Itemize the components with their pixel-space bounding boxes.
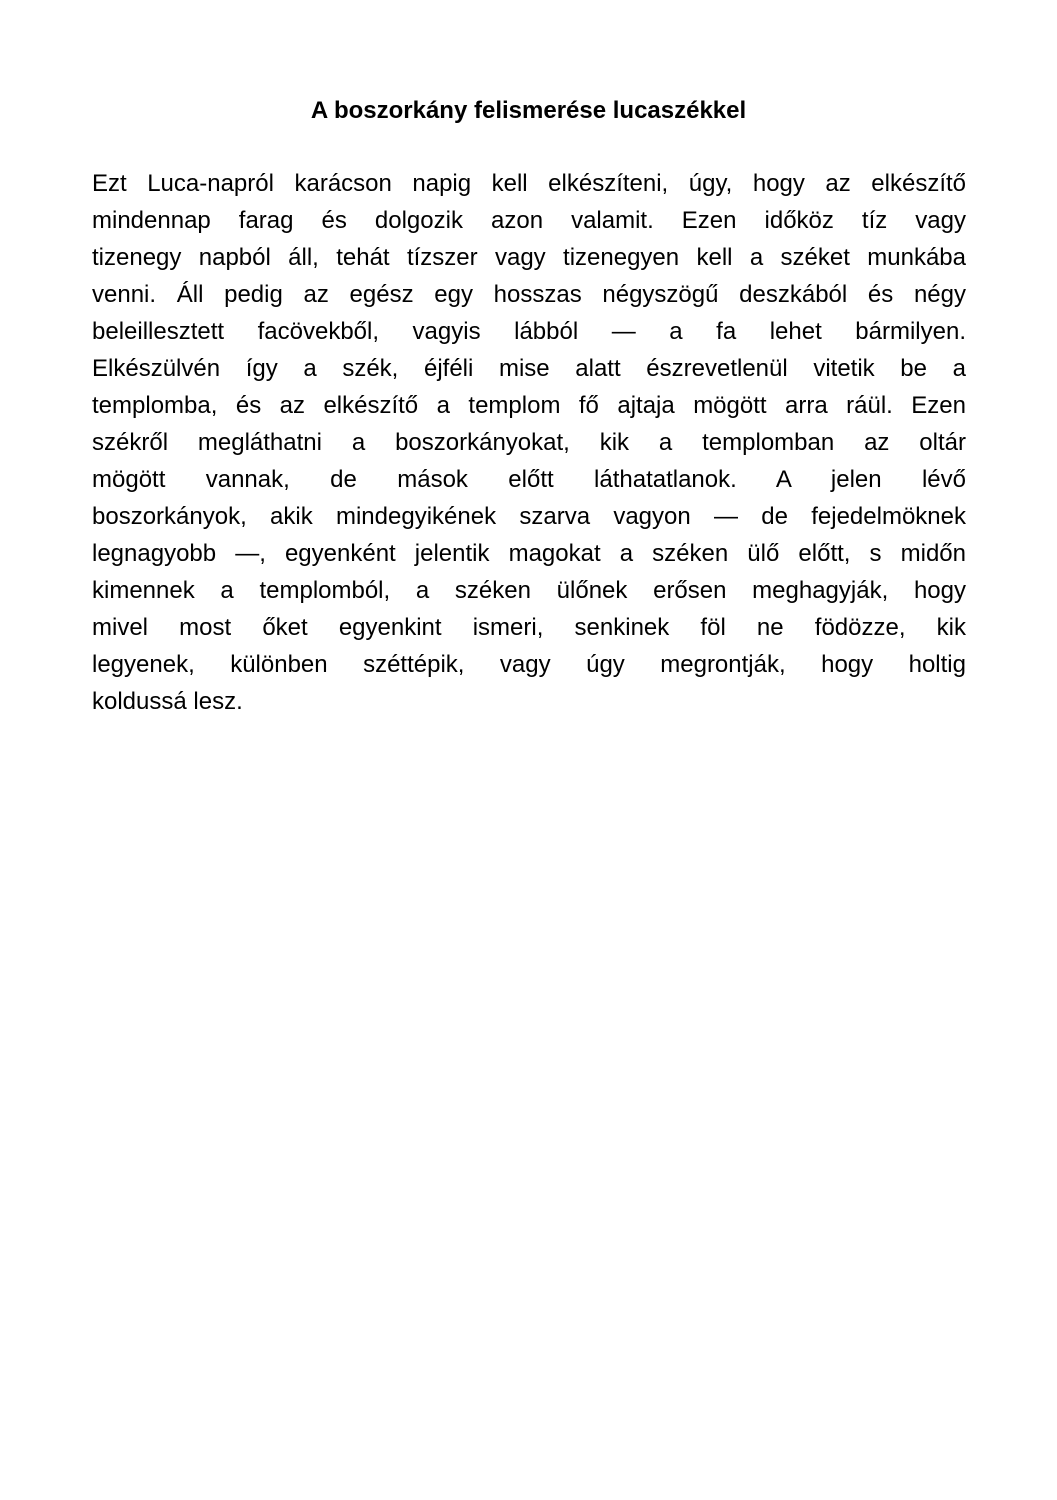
paragraph-line: kimennek a templomból, a széken ülőnek erősen meghagyják, hogy [92,577,966,604]
body-paragraph [92,165,966,720]
paragraph-line: boszorkányok, akik mindegyikének szarva vagyon — de fejedelmöknek [92,503,966,530]
paragraph-line: székről megláthatni a boszorkányokat, kik a templomban az oltár [92,429,966,456]
paragraph-line: beleillesztett facövekből, vagyis lábból — a fa lehet bármilyen. [92,318,966,345]
paragraph-line: Elkészülvén így a szék, éjféli mise alatt észrevetlenül vitetik be a [92,355,966,382]
paragraph-line: tizenegy napból áll, tehát tízszer vagy tizenegyen kell a széket munkába [92,244,966,271]
paragraph-line: legyenek, különben széttépik, vagy úgy megrontják, hogy holtig [92,651,966,678]
page-title: A boszorkány felismerése lucaszékkel [310,97,747,124]
paragraph-line: koldussá lesz. [92,688,243,715]
paragraph-line: templomba, és az elkészítő a templom fő ajtaja mögött arra ráül. Ezen [92,392,966,419]
paragraph-line: mögött vannak, de mások előtt láthatatlanok. A jelen lévő [92,466,966,493]
paragraph-line: venni. Áll pedig az egész egy hosszas négyszögű deszkából és négy [92,281,966,308]
paragraph-line: legnagyobb —, egyenként jelentik magokat a széken ülő előtt, s midőn [92,540,966,567]
paragraph-line: mivel most őket egyenkint ismeri, senkinek föl ne födözze, kik [92,614,966,641]
paragraph-line: Ezt Luca-napról karácson napig kell elkészíteni, úgy, hogy az elkészítő [92,170,966,197]
paragraph-line: mindennap farag és dolgozik azon valamit. Ezen időköz tíz vagy [92,207,966,234]
